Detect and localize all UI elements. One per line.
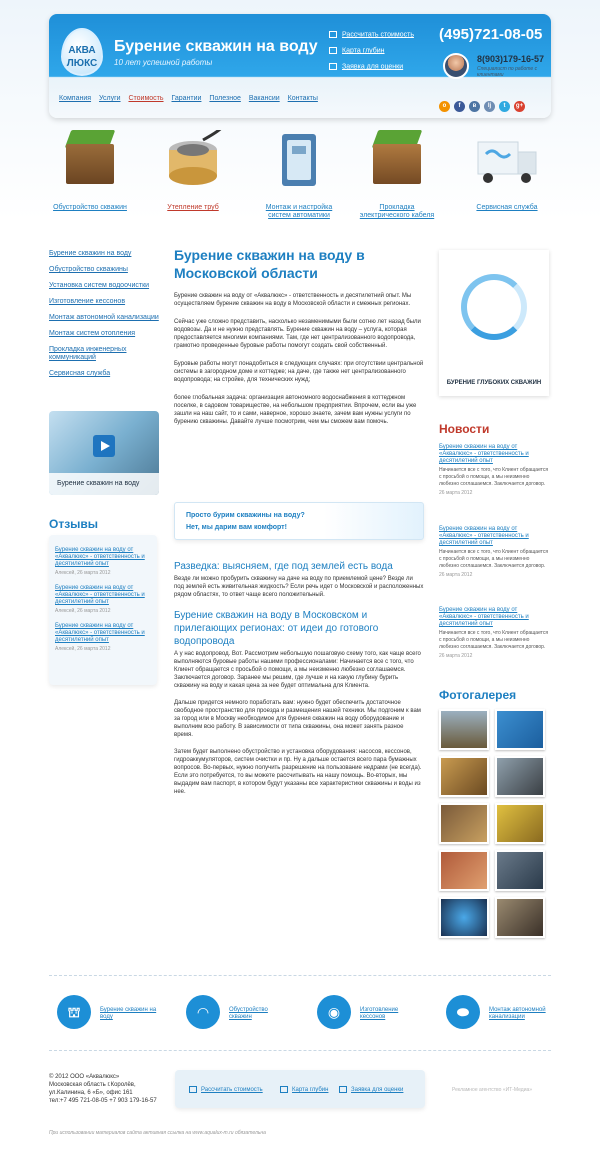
logo-line2: ЛЮКС	[66, 58, 98, 69]
left-menu-item[interactable]: Установка систем водоочистки	[49, 282, 150, 289]
reviews-title: Отзывы	[49, 517, 99, 531]
header-link-depth-map-label: Карта глубин	[342, 47, 385, 55]
logo[interactable]	[61, 28, 103, 76]
nav-price[interactable]: Стоимость	[128, 95, 164, 102]
review-item	[55, 623, 151, 652]
gallery-thumb[interactable]	[439, 850, 489, 891]
review-item	[55, 585, 151, 614]
well-cap-icon[interactable]: ◠	[186, 995, 220, 1029]
paragraph: Бурение скважин на воду от «Аквалюкс» - ответственность и десятилетний опыт. Мы осуществляем бурение скважин на воду в Московской области и смежных регионах.	[174, 293, 412, 307]
news-link[interactable]: Бурение скважин на воду от «Аквалюкс» - ответственность и десятилетний опыт	[439, 526, 529, 546]
gallery-thumb[interactable]	[439, 803, 489, 844]
phone-main: (495)721-08-05	[439, 26, 543, 43]
logo-line1: АКВА	[68, 45, 96, 56]
footer-link-label: Карта глубин	[292, 1087, 329, 1094]
service-label: Утепление труб	[167, 204, 219, 211]
service-automation[interactable]	[256, 130, 342, 220]
calculator-icon	[329, 31, 337, 38]
septic-tank-icon[interactable]: ⬬	[446, 995, 480, 1029]
address-line: ул.Калинина, 6 «Б», офис 161	[49, 1090, 133, 1096]
promo-line1: Просто бурим скважины на воду?	[186, 512, 305, 519]
header-link-request[interactable]	[329, 63, 403, 70]
news-text: Начинается все с того, что Клиент обращается с просьбой о помощи, а мы неизменно любезно соглашаемся. Заключается договор.	[439, 467, 549, 487]
calculator-icon	[189, 1086, 197, 1093]
footer-link-depth-map[interactable]	[280, 1086, 328, 1093]
gallery-thumb[interactable]	[439, 709, 489, 750]
promo-line2: Нет, мы дарим вам комфорт!	[186, 524, 287, 531]
review-link[interactable]: Бурение скважин на воду от «Аквалюкс» - ответственность и десятилетний опыт	[55, 623, 145, 643]
drilling-rig-icon[interactable]: ⛫	[57, 995, 91, 1029]
paragraph: А у нас водопровод. Вот. Рассмотрим небольшую пошаговую схему того, как чаще всего выполняются буровые работы нашими профессионалами: Начинается все с того, что Клиент обращается с просьбой о помощи, а мы неизменно любезно соглашаемся. Заключается договор. Заранее мы решим, где лучше и на какую глубину бурить скважину на воду и какая цена за нее будет оптимальна для Клиента.	[174, 651, 421, 689]
paragraph: Сейчас уже сложно представить, насколько незаменимыми были сотню лет назад были водовозы. Да и не нужно представлять. Бурение скважин на воду – услуга, которая предоставляется многими компаниями. Там, где нет централизованного водопровода, грамотно проведенные буровые работы помогут создать свой собственный.	[174, 319, 421, 349]
gallery-thumb[interactable]	[495, 897, 545, 938]
nav-services[interactable]: Услуги	[99, 95, 121, 102]
facebook-icon[interactable]: f	[454, 101, 465, 112]
manager-avatar	[443, 53, 469, 79]
header-link-request-label: Заявка для оценки	[342, 63, 404, 71]
footer-service-link[interactable]: Бурение скважин на воду	[100, 1007, 157, 1020]
header-link-calculate[interactable]	[329, 31, 414, 38]
promo-banner	[174, 502, 424, 540]
service-label: Монтаж и настройка систем автоматики	[265, 204, 333, 219]
paragraph: Буровые работы могут понадобиться в следующих случаях: при отсутствии центральной системы в загородном доме и коттедже; на даче, где также нет централизованного водопровода; на стройке, для технических нужд;	[174, 361, 424, 383]
gallery-thumb[interactable]	[439, 756, 489, 797]
copyright: © 2012 ООО «Аквалюкс»	[49, 1074, 120, 1080]
footer-divider	[49, 975, 551, 976]
odnoklassniki-icon[interactable]: o	[439, 101, 450, 112]
review-link[interactable]: Бурение скважин на воду от «Аквалюкс» - ответственность и десятилетний опыт	[55, 547, 145, 567]
footer-link-label: Рассчитать стоимость	[201, 1087, 263, 1094]
review-link[interactable]: Бурение скважин на воду от «Аквалюкс» - ответственность и десятилетний опыт	[55, 585, 145, 605]
news-item	[439, 526, 549, 578]
site-subtitle: 10 лет успешной работы	[114, 58, 213, 67]
main-content-lower	[174, 560, 424, 796]
footer-service-link[interactable]: Монтаж автономной канализации	[489, 1007, 546, 1020]
gallery-thumb[interactable]	[495, 709, 545, 750]
left-menu-item[interactable]: Обустройство скважины	[49, 266, 128, 273]
footer-service-link[interactable]: Обустройство скважин	[229, 1007, 268, 1020]
control-box-icon	[274, 130, 324, 192]
manager-note: Специалист по работе с клиентами	[477, 66, 538, 78]
paragraph: более глобальная задача: организация автономного водоснабжения в коттеджном поселке, в садовом товариществе, на небольшом предприятии. Впрочем, если вы уже зашли на наш сайт, то и сами, наверное, хорошо знаете, зачем вам нужны услуги по бурению скважины. Давайте лучше посмотрим, чем мы сможем вам помочь.	[174, 395, 417, 425]
left-menu	[49, 250, 164, 386]
paragraph: Дальше придется немного поработать вам: нужно будет обеспечить достаточное свободное пространство для проезда и размещения нашей техники. Мы подгоним к вам за город или в Москву необходимое для бурения скважин на воду оборудование и выполним всю работу. В зависимости от типа скважины, она может занять разное время.	[174, 700, 421, 738]
left-menu-item[interactable]: Сервисная служба	[49, 370, 111, 377]
google-plus-icon[interactable]: g+	[514, 101, 525, 112]
footer-link-label: Заявка для оценки	[351, 1087, 404, 1094]
footer-service-link[interactable]: Изготовление кессонов	[360, 1007, 399, 1020]
gallery-thumb[interactable]	[495, 756, 545, 797]
livejournal-icon[interactable]: lj	[484, 101, 495, 112]
gallery-thumb[interactable]	[495, 803, 545, 844]
section-heading: Разведка: выясняем, где под землей есть вода	[174, 561, 393, 572]
footer-link-calculate[interactable]	[189, 1086, 263, 1093]
news-item	[439, 444, 549, 496]
service-label: Обустройство скважин	[53, 204, 127, 211]
header	[49, 14, 551, 118]
service-label: Сервисная служба	[476, 204, 538, 211]
gallery-thumb[interactable]	[439, 897, 489, 938]
truck-icon	[474, 130, 540, 192]
vkontakte-icon[interactable]: в	[469, 101, 480, 112]
left-menu-item[interactable]: Изготовление кессонов	[49, 298, 126, 305]
header-link-calculate-label: Рассчитать стоимость	[342, 31, 414, 39]
review-meta: Алексей, 26 марта 2012	[55, 570, 111, 576]
header-link-depth-map[interactable]	[329, 47, 385, 54]
form-icon	[329, 63, 337, 70]
banner-text: БУРЕНИЕ ГЛУБОКИХ СКВАЖИН	[446, 380, 542, 386]
map-icon	[280, 1086, 288, 1093]
site-title: Бурение скважин на воду	[114, 38, 318, 55]
service-well-arrangement[interactable]	[47, 130, 133, 212]
page-title: Бурение скважин на воду в Московской области	[174, 247, 365, 281]
copyright-note: При использовании материалов сайта активная ссылка на www.aqualux-m.ru обязательна	[49, 1130, 266, 1136]
news-link[interactable]: Бурение скважин на воду от «Аквалюкс» - ответственность и десятилетний опыт	[439, 444, 529, 464]
nav-guarantees[interactable]: Гарантии	[171, 95, 202, 102]
left-menu-item[interactable]: Прокладка инженерных коммуникаций	[49, 346, 127, 361]
review-item	[55, 547, 151, 576]
social-icons	[439, 94, 529, 112]
news-text: Начинается все с того, что Клиент обращается с просьбой о помощи, а мы неизменно любезно соглашаемся. Заключается договор.	[439, 549, 549, 569]
caisson-icon[interactable]: ◉	[317, 995, 351, 1029]
well-cube-icon	[62, 130, 118, 188]
review-meta: Алексей, 26 марта 2012	[55, 608, 111, 614]
video-player[interactable]	[49, 411, 159, 495]
nav-company[interactable]: Компания	[59, 95, 92, 102]
nav-contacts[interactable]: Контакты	[287, 95, 318, 102]
section-heading: Бурение скважин на воду в Московском и прилегающих регионах: от идеи до готового водопровода	[174, 610, 379, 647]
deep-wells-banner[interactable]	[439, 250, 549, 396]
service-support[interactable]	[464, 130, 550, 212]
footer-link-request[interactable]	[339, 1086, 403, 1093]
video-caption: Бурение скважин на воду	[49, 473, 159, 495]
footer-divider	[49, 1050, 551, 1051]
phones: тел:+7 495 721-08-05 +7 903 179-16-57	[49, 1098, 157, 1104]
form-icon	[339, 1086, 347, 1093]
agency-credit[interactable]: Рекламное агентство «ИТ-Медиа»	[452, 1087, 533, 1093]
footer-contacts	[49, 1073, 157, 1105]
main-nav	[59, 95, 324, 102]
address-line: Московская область г.Королёв,	[49, 1082, 136, 1088]
nav-vacancies[interactable]: Вакансии	[248, 95, 280, 102]
news-date: 26 марта 2012	[439, 572, 473, 578]
phone-mobile: 8(903)179-16-57	[477, 54, 545, 64]
left-menu-item[interactable]: Бурение скважин на воду	[49, 250, 132, 257]
review-meta: Алексей, 26 марта 2012	[55, 646, 111, 652]
news-date: 26 марта 2012	[439, 490, 473, 496]
twitter-icon[interactable]: t	[499, 101, 510, 112]
play-icon[interactable]	[93, 435, 115, 457]
service-pipe-insulation[interactable]	[150, 130, 236, 212]
news-text: Начинается все с того, что Клиент обращается с просьбой о помощи, а мы неизменно любезно соглашаемся. Заключается договор.	[439, 630, 549, 650]
paragraph: Затем будет выполнено обустройство и установка оборудования: насосов, кессонов, гидроаккумуляторов, систем очистки и пр. Ну а дальше остается всего пара бумажных вопросов. Во-первых, нужно получить разрешение на пользование недрами (не всегда). Если это потребуется, то вы можете рассчитывать на нашу помощь. Во-вторых, мы выдадим вам паспорт, в котором будут указаны все характеристики скважины и воды из нее.	[174, 749, 422, 795]
cable-cube-icon	[369, 130, 425, 188]
map-icon	[329, 47, 337, 54]
pipe-icon	[163, 130, 223, 192]
nav-useful[interactable]: Полезное	[209, 95, 241, 102]
reviews-box	[49, 535, 157, 685]
news-link[interactable]: Бурение скважин на воду от «Аквалюкс» - ответственность и десятилетний опыт	[439, 607, 529, 627]
left-menu-item[interactable]: Монтаж автономной канализации	[49, 314, 159, 321]
paragraph: Везде ли можно пробурить скважину на даче на воду по приемлемой цене? Везде ли под землей есть живительная жидкость? Если речь идет о Московской и расположенных рядом областях, то ответ чаще всего положительный.	[174, 576, 424, 598]
gallery-title: Фотогалерея	[439, 688, 517, 702]
left-menu-item[interactable]: Монтаж систем отопления	[49, 330, 136, 337]
water-swirl-icon	[461, 274, 527, 340]
news-title: Новости	[439, 422, 490, 436]
service-cable[interactable]	[354, 130, 440, 220]
news-item	[439, 607, 549, 659]
news-date: 26 марта 2012	[439, 653, 473, 659]
gallery-thumb[interactable]	[495, 850, 545, 891]
main-content	[174, 246, 424, 426]
footer-links-box	[175, 1070, 425, 1108]
service-label: Прокладка электрического кабеля	[359, 204, 435, 219]
